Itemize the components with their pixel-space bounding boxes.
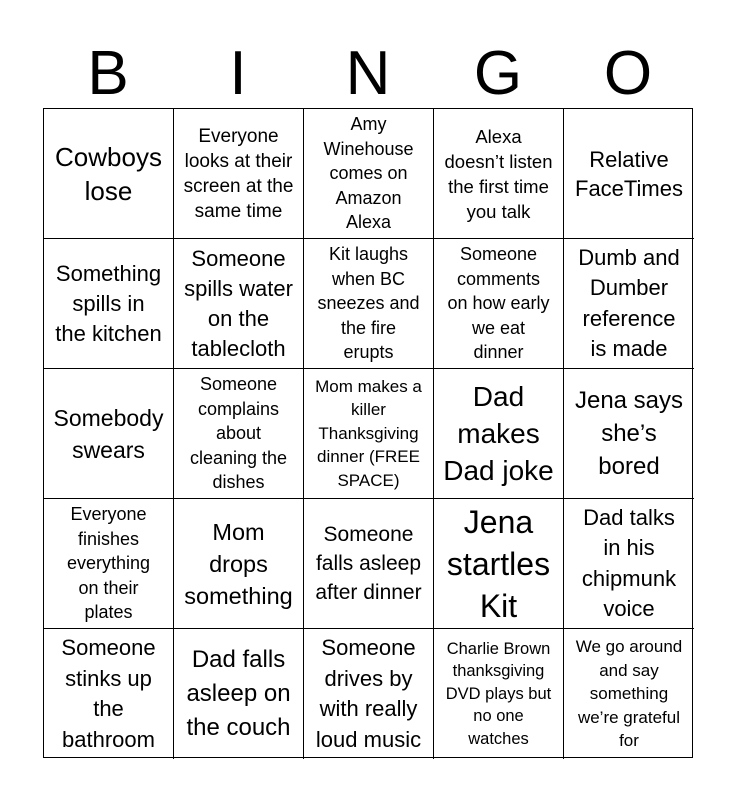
cell-text: Something spills in the kitchen xyxy=(55,260,162,346)
cell-text: Someone comments on how early we eat dinner xyxy=(447,244,550,363)
bingo-cell[interactable] xyxy=(434,629,564,759)
bingo-cell[interactable] xyxy=(304,369,434,499)
cell-text: Jena says she’s bored xyxy=(574,387,684,480)
bingo-cell[interactable] xyxy=(44,239,174,369)
bingo-cell[interactable] xyxy=(564,369,694,499)
cell-text: Relative FaceTimes xyxy=(575,146,683,201)
cell-text: Someone falls asleep after dinner xyxy=(315,523,422,604)
bingo-cell[interactable] xyxy=(304,109,434,239)
bingo-cell[interactable] xyxy=(564,629,694,759)
header-letter-n: N xyxy=(345,39,391,108)
cell-text: Dad falls asleep on the couch xyxy=(186,646,291,741)
bingo-cell[interactable] xyxy=(44,499,174,629)
bingo-cell[interactable] xyxy=(434,109,564,239)
bingo-cell[interactable] xyxy=(44,629,174,759)
bingo-cell[interactable] xyxy=(174,369,304,499)
bingo-cell[interactable] xyxy=(174,109,304,239)
bingo-cell[interactable] xyxy=(304,629,434,759)
cell-text: Amy Winehouse comes on Amazon Alexa xyxy=(323,114,414,233)
bingo-cell[interactable] xyxy=(174,499,304,629)
cell-text: We go around and say something we’re grateful for xyxy=(575,637,683,751)
header-letter-i: I xyxy=(229,39,247,108)
cell-text: Jena startles Kit xyxy=(446,503,551,624)
header-letter-g: G xyxy=(473,39,523,108)
cell-text: Cowboys lose xyxy=(55,141,162,206)
cell-text: Everyone looks at their screen at the same time xyxy=(183,125,294,222)
bingo-cell[interactable] xyxy=(564,109,694,239)
bingo-cell[interactable] xyxy=(434,239,564,369)
bingo-board xyxy=(43,108,693,758)
bingo-cell[interactable] xyxy=(434,369,564,499)
cell-text: Someone complains about cleaning the dishes xyxy=(189,374,288,493)
cell-text: Dad makes Dad joke xyxy=(443,381,554,486)
cell-text: Kit laughs when BC sneezes and the fire erupts xyxy=(317,244,420,363)
cell-text: Mom makes a killer Thanksgiving dinner (FREE SPACE) xyxy=(315,376,422,490)
cell-text: Mom drops something xyxy=(184,518,293,609)
header-letter-b: B xyxy=(87,39,129,108)
bingo-header xyxy=(43,39,693,108)
cell-text: Someone drives by with really loud music xyxy=(315,635,422,752)
bingo-cell[interactable] xyxy=(44,109,174,239)
cell-text: Dad talks in his chipmunk voice xyxy=(581,504,677,621)
cell-text: Charlie Brown thanksgiving DVD plays but no one watches xyxy=(445,639,552,748)
cell-text: Everyone finishes everything on their plates xyxy=(66,504,151,623)
bingo-cell[interactable] xyxy=(304,499,434,629)
cell-text: Alexa doesn’t listen the first time you talk xyxy=(444,125,553,222)
bingo-cell[interactable] xyxy=(304,239,434,369)
bingo-cell[interactable] xyxy=(44,369,174,499)
bingo-cell[interactable] xyxy=(174,239,304,369)
cell-text: Somebody swears xyxy=(53,404,164,463)
bingo-cell[interactable] xyxy=(564,239,694,369)
cell-text: Someone spills water on the tablecloth xyxy=(184,245,293,361)
bingo-cell[interactable] xyxy=(174,629,304,759)
cell-text: Dumb and Dumber reference is made xyxy=(578,244,680,361)
bingo-cell[interactable] xyxy=(434,499,564,629)
header-letter-o: O xyxy=(603,39,653,108)
bingo-cell[interactable] xyxy=(564,499,694,629)
cell-text: Someone stinks up the bathroom xyxy=(61,635,156,752)
